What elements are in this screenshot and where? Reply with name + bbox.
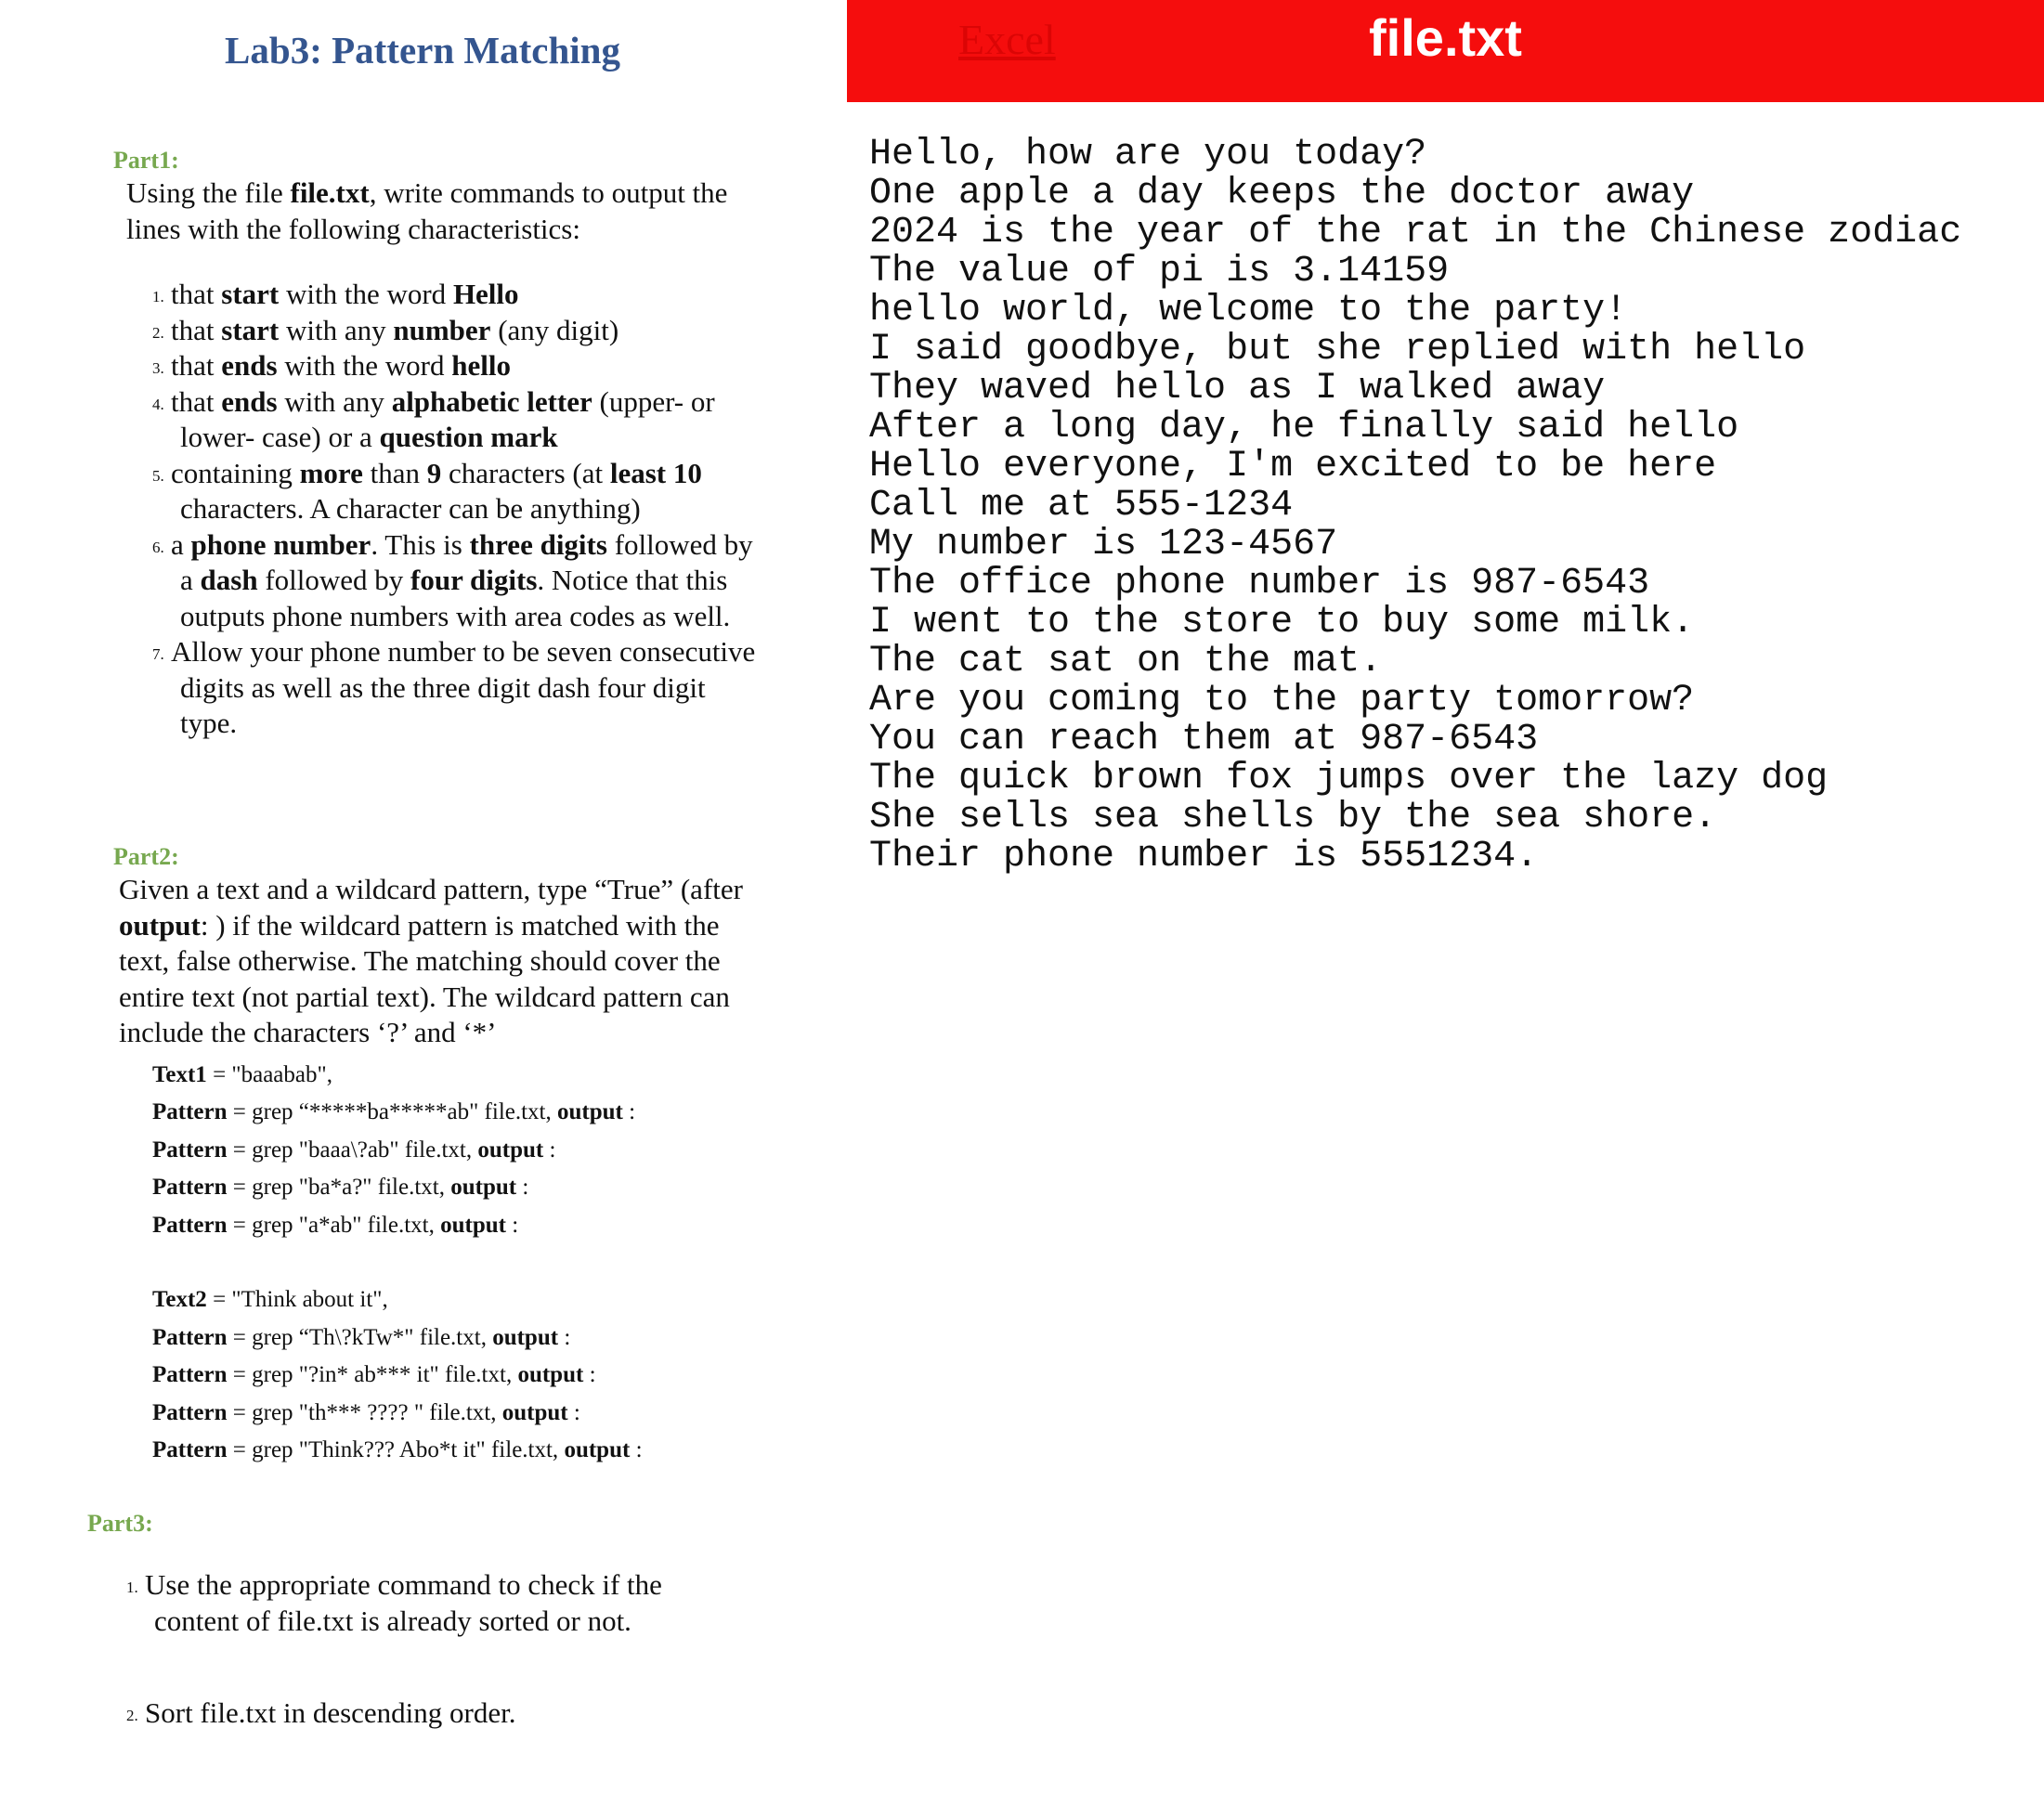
- file-line: Hello, how are you today?: [869, 134, 1427, 175]
- file-line: I went to the store to buy some milk.: [869, 602, 1695, 643]
- part1-list: [152, 277, 765, 742]
- part1-intro: Using the file file.txt, write commands to output the lines with the following characteristics:: [126, 176, 728, 245]
- list-item: 2. that start with any number (any digit): [152, 313, 765, 349]
- file-line: 2024 is the year of the rat in the Chinese zodiac: [869, 212, 1962, 253]
- file-line: The value of pi is 3.14159: [869, 251, 1450, 292]
- file-line: The office phone number is 987-6543: [869, 563, 1650, 604]
- list-item: 6. a phone number. This is three digits followed by a dash followed by four digits. Notice that this outputs phone numbers with area codes as well.: [152, 527, 753, 632]
- page-title: Lab3: Pattern Matching: [225, 29, 620, 71]
- pattern-row: Pattern = grep “Th\?kTw*" file.txt, output :: [152, 1324, 571, 1350]
- part2-heading: Part2:: [113, 843, 179, 870]
- file-line: The cat sat on the mat.: [869, 641, 1383, 682]
- part2-patterns: [152, 1057, 643, 1469]
- part1-heading: Part1:: [113, 147, 179, 174]
- list-item: 5. containing more than 9 characters (at least 10 characters. A character can be anything): [152, 456, 702, 525]
- pattern-row: Pattern = grep "?in* ab*** it" file.txt, output :: [152, 1362, 596, 1388]
- pattern-row: Pattern = grep "ba*a?" file.txt, output :: [152, 1175, 529, 1201]
- file-line: You can reach them at 987-6543: [869, 719, 1539, 760]
- list-item: 3. that ends with the word hello: [152, 348, 765, 384]
- text-row: Text2 = "Think about it",: [152, 1287, 388, 1313]
- file-line: She sells sea shells by the sea shore.: [869, 797, 1717, 838]
- list-item: 1. Use the appropriate command to check if the content of file.txt is already sorted or not.: [126, 1568, 662, 1637]
- pattern-row: Pattern = grep “*****ba*****ab" file.txt, output :: [152, 1099, 636, 1125]
- list-item: 7. Allow your phone number to be seven consecutive digits as well as the three digit dash four digit type.: [152, 635, 756, 739]
- list-number: 5.: [152, 466, 164, 485]
- file-line: Their phone number is 5551234.: [869, 836, 1539, 877]
- pattern-row: Pattern = grep "th*** ???? " file.txt, output :: [152, 1399, 580, 1425]
- file-name: file.txt: [1369, 8, 1522, 67]
- file-line: One apple a day keeps the doctor away: [869, 173, 1695, 214]
- list-number: 4.: [152, 395, 164, 413]
- text-row: Text1 = "baaabab",: [152, 1062, 332, 1087]
- file-line: After a long day, he finally said hello: [869, 407, 1739, 448]
- ghost-watermark-text: Excel: [958, 16, 1056, 63]
- list-number: 7.: [152, 645, 164, 663]
- list-item: 4. that ends with any alphabetic letter (upper- or lower- case) or a question mark: [152, 384, 715, 453]
- list-item: 2. Sort file.txt in descending order.: [126, 1696, 721, 1732]
- file-line: Hello everyone, I'm excited to be here: [869, 446, 1717, 487]
- list-item: 1. that start with the word Hello: [152, 277, 765, 313]
- part2-intro: Given a text and a wildcard pattern, type “True” (after output: ) if the wildcard pattern is matched with the text, false otherwise. The matching should cover the entire text (not partial text). The wildcard pattern can include the characters ‘?’ and ‘*’: [119, 873, 743, 1048]
- part3-heading: Part3:: [87, 1510, 153, 1537]
- list-number: 1.: [152, 288, 164, 305]
- file-line: I said goodbye, but she replied with hello: [869, 329, 1806, 370]
- pattern-row: Pattern = grep "Think??? Abo*t it" file.txt, output :: [152, 1436, 643, 1462]
- file-line: My number is 123-4567: [869, 524, 1338, 565]
- lab-document: [0, 0, 845, 1806]
- file-line: Are you coming to the party tomorrow?: [869, 680, 1695, 721]
- pattern-row: Pattern = grep "baaa\?ab" file.txt, output :: [152, 1137, 556, 1163]
- list-number: 1.: [126, 1579, 138, 1596]
- part3-list-2: [126, 1696, 721, 1732]
- list-number: 2.: [126, 1707, 138, 1724]
- file-line: They waved hello as I walked away: [869, 368, 1606, 409]
- file-content: [869, 136, 1961, 877]
- pattern-row: Pattern = grep "a*ab" file.txt, output :: [152, 1212, 519, 1238]
- list-number: 6.: [152, 538, 164, 556]
- file-line: The quick brown fox jumps over the lazy dog: [869, 758, 1829, 799]
- list-number: 3.: [152, 359, 164, 377]
- file-line: Call me at 555-1234: [869, 485, 1294, 526]
- list-number: 2.: [152, 323, 164, 342]
- file-banner: [847, 0, 2044, 102]
- file-line: hello world, welcome to the party!: [869, 290, 1628, 331]
- part3-list: [126, 1567, 721, 1639]
